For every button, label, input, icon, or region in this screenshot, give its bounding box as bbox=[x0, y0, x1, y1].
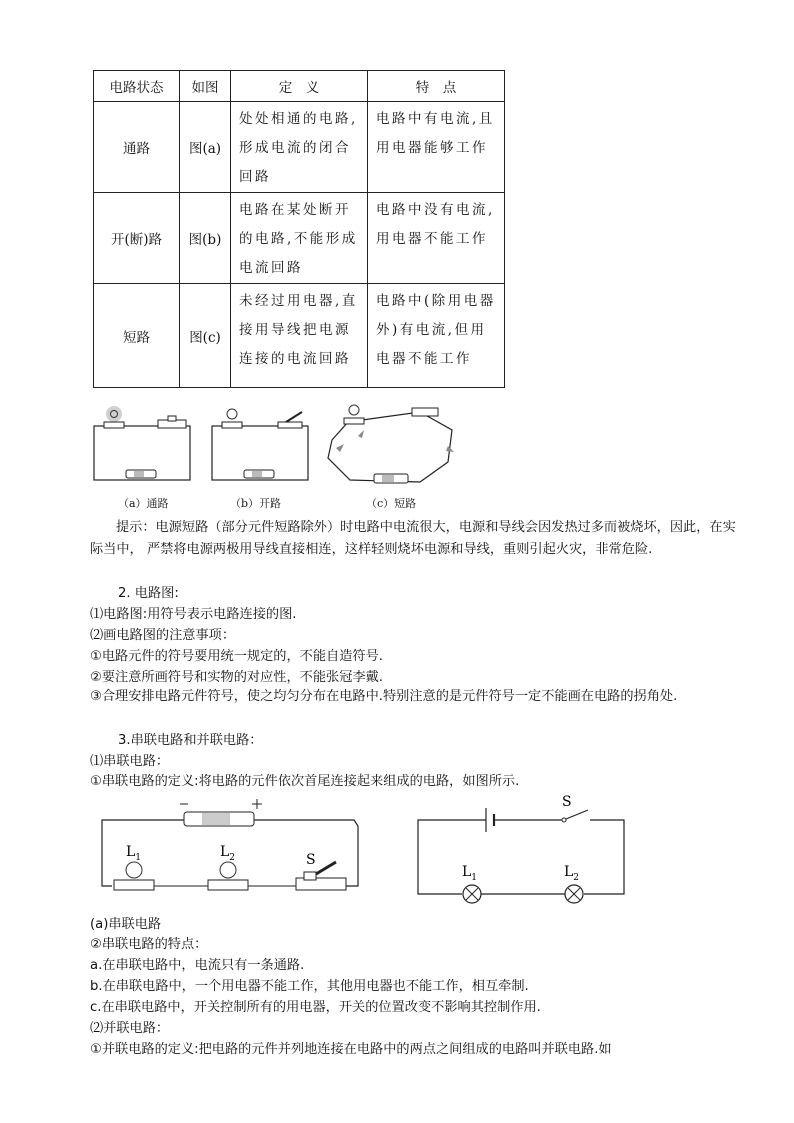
cell-definition: 未经过用电器,直接用导线把电源连接的电流回路 bbox=[231, 284, 368, 388]
caption-short: （c）短路 bbox=[366, 497, 417, 510]
section-2-heading: 2. 电路图: bbox=[118, 586, 179, 601]
cell-state: 开(断)路 bbox=[94, 193, 180, 284]
svg-text:L1 bbox=[126, 844, 141, 863]
schematic-label-l2: L bbox=[564, 864, 574, 880]
section-2-1: ⑴电路图:用符号表示电路连接的图. bbox=[90, 607, 297, 622]
section-3-1b-b: b.在串联电路中，一个用电器不能工作，其他用电器也不能工作，相互牵制. bbox=[90, 979, 529, 994]
section-3-heading: 3.串联电路和并联电路： bbox=[118, 733, 263, 748]
section-3-1b: ②串联电路的特点： bbox=[90, 937, 208, 952]
circuit-figure-open bbox=[208, 404, 318, 486]
cell-definition: 电路在某处断开的电路,不能形成电流回路 bbox=[231, 193, 368, 284]
schematic-label-l2-sub: 2 bbox=[573, 873, 580, 883]
table-header-row bbox=[94, 71, 505, 102]
tip-paragraph: 提示：电源短路（部分元件短路除外）时电路中电流很大，电源和导线会因发热过多而被烧坏，因此，在实际当中， 严禁将电源两极用导线直接相连，这样轻则烧坏电源和导线，重则引起火灾，非常危险. bbox=[90, 520, 736, 557]
svg-text:L2 bbox=[564, 864, 579, 883]
cell-state: 通路 bbox=[94, 102, 180, 193]
caption-open: （b）开路 bbox=[230, 497, 282, 510]
svg-text:L1 bbox=[462, 864, 477, 883]
section-2-2a: ①电路元件的符号要用统一规定的，不能自造符号. bbox=[90, 649, 383, 664]
cell-figure: 图(a) bbox=[180, 102, 231, 193]
section-2-2: ⑵画电路图的注意事项： bbox=[90, 628, 236, 643]
section-3-2: ⑵并联电路： bbox=[90, 1021, 170, 1036]
schematic-label-l1: L bbox=[462, 864, 472, 880]
cell-figure: 图(b) bbox=[180, 193, 231, 284]
header-definition: 定 义 bbox=[231, 71, 368, 102]
section-2-2c: ③合理安排电路元件符号，使之均匀分布在电路中.特别注意的是元件符号一定不能画在电路的拐角处. bbox=[90, 689, 678, 704]
section-3-2a: ①并联电路的定义:把电路的元件并列地连接在电路中的两点之间组成的电路叫并联电路.如 bbox=[90, 1042, 612, 1057]
section-3-1b-a: a.在串联电路中，电流只有一条通路. bbox=[90, 958, 305, 973]
section-3-1b-c: c.在串联电路中，开关控制所有的用电器，开关的位置改变不影响其控制作用. bbox=[90, 1000, 541, 1015]
cell-figure: 图(c) bbox=[180, 284, 231, 388]
schematic-label-l1-sub: 1 bbox=[471, 873, 478, 883]
cell-feature: 电路中(除用电器外)有电流,但用电器不能工作 bbox=[368, 284, 505, 388]
caption-closed: （a）通路 bbox=[118, 497, 169, 510]
circuit-figure-short bbox=[320, 400, 470, 492]
series-circuit-schematic bbox=[412, 790, 634, 908]
label-l2-sub: 2 bbox=[229, 853, 236, 863]
cell-definition: 处处相通的电路,形成电流的闭合回路 bbox=[231, 102, 368, 193]
svg-text:L2 bbox=[220, 844, 235, 863]
table-row bbox=[94, 102, 505, 193]
circuit-states-table bbox=[93, 70, 505, 388]
label-l1-sub: 1 bbox=[135, 853, 142, 863]
section-2-2b: ②要注意所画符号和实物的对应性，不能张冠李戴. bbox=[90, 670, 383, 685]
circuit-figure-closed bbox=[90, 404, 200, 486]
series-circuit-physical bbox=[96, 798, 366, 900]
header-feature: 特 点 bbox=[368, 71, 505, 102]
header-state: 电路状态 bbox=[94, 71, 180, 102]
cell-feature: 电路中有电流,且用电器能够工作 bbox=[368, 102, 505, 193]
section-3-1a: ①串联电路的定义:将电路的元件依次首尾连接起来组成的电路，如图所示. bbox=[90, 774, 520, 789]
schematic-label-switch: S bbox=[562, 794, 572, 810]
table-row bbox=[94, 284, 505, 388]
header-figure: 如图 bbox=[180, 71, 231, 102]
label-l1: L bbox=[126, 844, 136, 860]
cell-state: 短路 bbox=[94, 284, 180, 388]
label-l2: L bbox=[220, 844, 230, 860]
table-row bbox=[94, 193, 505, 284]
label-switch: S bbox=[306, 852, 316, 868]
section-3-1: ⑴串联电路： bbox=[90, 754, 170, 769]
cell-feature: 电路中没有电流,用电器不能工作 bbox=[368, 193, 505, 284]
caption-series-circuit: (a)串联电路 bbox=[90, 917, 162, 932]
